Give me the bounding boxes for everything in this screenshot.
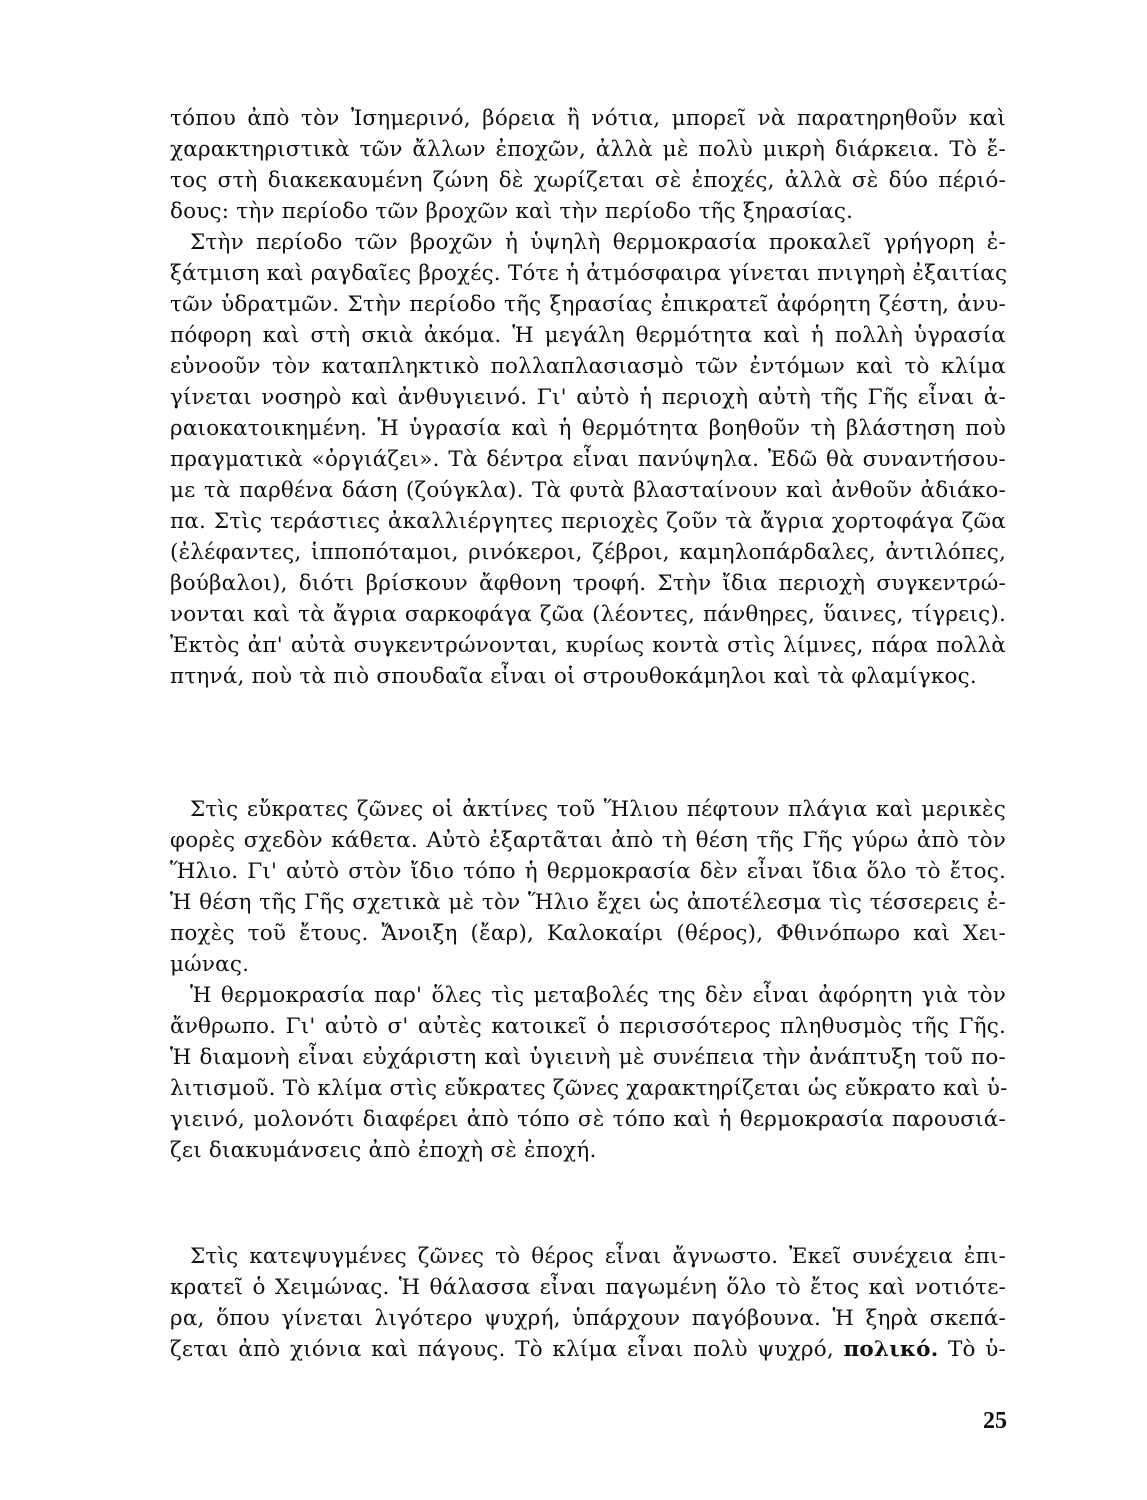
text-line: Ἐκτὸς ἀπ' αὐτὰ συγκεντρώνονται, κυρίως κοντὰ στὶς λίμνες, πάρα πολλὰ [170, 633, 1006, 658]
text-line: πα. Στὶς τεράστιες ἀκαλλιέργητες περιοχὲς ζοῦν τὰ ἄγρια χορτοφάγα ζῶα [170, 509, 1006, 534]
text-line: πόφορη καὶ στὴ σκιὰ ἀκόμα. Ἡ μεγάλη θερμότητα καὶ ἡ πολλὴ ὑγρασία [170, 323, 1006, 348]
text-line: χαρακτηριστικὰ τῶν ἄλλων ἐποχῶν, ἀλλὰ μὲ πολὺ μικρὴ διάρκεια. Τὸ ἔ- [170, 137, 1006, 162]
text-segment: Τὸ ὑ- [938, 1337, 1006, 1362]
text-line: Ἡ θερμοκρασία παρ' ὅλες τὶς μεταβολές της δὲν εἶναι ἀφόρητη γιὰ τὸν [190, 983, 1006, 1008]
text-line: τος στὴ διακεκαυμένη ζώνη δὲ χωρίζεται σὲ ἐποχές, ἀλλὰ σὲ δύο πέριό- [170, 168, 1006, 193]
text-line: τῶν ὑδρατμῶν. Στὴν περίοδο τῆς ξηρασίας ἐπικρατεῖ ἀφόρητη ζέστη, ἀνυ- [170, 292, 1006, 317]
text-line: Ἥλιο. Γι' αὐτὸ στὸν ἴδιο τόπο ἡ θερμοκρασία δὲν εἶναι ἴδια ὅλο τὸ ἔτος. [170, 859, 1006, 884]
text-line: ξάτμιση καὶ ραγδαῖες βροχές. Τότε ἡ ἀτμόσφαιρα γίνεται πνιγηρὴ ἐξαιτίας [170, 261, 1008, 286]
text-line: τόπου ἀπὸ τὸν Ἰσημερινό, βόρεια ἢ νότια, μπορεῖ νὰ παρατηρηθοῦν καὶ [170, 106, 1006, 131]
text-line: φορὲς σχεδὸν κάθετα. Αὐτὸ ἐξαρτᾶται ἀπὸ τὴ θέση τῆς Γῆς γύρω ἀπὸ τὸν [170, 828, 1006, 853]
text-line: ποχὲς τοῦ ἔτους. Ἄνοιξη (ἔαρ), Καλοκαίρι (θέρος), Φθινόπωρο καὶ Χει- [170, 921, 1006, 946]
text-line: λιτισμοῦ. Τὸ κλίμα στὶς εὔκρατες ζῶνες χαρακτηρίζεται ὡς εὔκρατο καὶ ὑ- [170, 1076, 1008, 1101]
text-line: δους: τὴν περίοδο τῶν βροχῶν καὶ τὴν περίοδο τῆς ξηρασίας. [170, 199, 854, 224]
text-line: εὐνοοῦν τὸν καταπληκτικὸ πολλαπλασιασμὸ τῶν ἐντόμων καὶ τὸ κλίμα [170, 354, 1006, 379]
text-line: με τὰ παρθένα δάση (ζούγκλα). Τὰ φυτὰ βλασταίνουν καὶ ἀνθοῦν ἀδιάκο- [170, 478, 1006, 503]
text-line: Στὶς κατεψυγμένες ζῶνες τὸ θέρος εἶναι ἄγνωστο. Ἐκεῖ συνέχεια ἐπι- [190, 1244, 1006, 1269]
text-line: μώνας. [170, 952, 250, 977]
text-line: (ἐλέφαντες, ἱπποπόταμοι, ρινόκεροι, ζέβροι, καμηλοπάρδαλες, ἀντιλόπες, [170, 540, 1006, 565]
text-line: Στὶς εὔκρατες ζῶνες οἱ ἀκτίνες τοῦ Ἥλιου πέφτουν πλάγια καὶ μερικὲς [190, 797, 1006, 822]
text-line: ζει διακυμάνσεις ἀπὸ ἐποχὴ σὲ ἐποχή. [170, 1138, 597, 1163]
text-line: γίνεται νοσηρὸ καὶ ἀνθυγιεινό. Γι' αὐτὸ ἡ περιοχὴ αὐτὴ τῆς Γῆς εἶναι ἀ- [170, 385, 1006, 410]
text-line: πτηνά, ποὺ τὰ πιὸ σπουδαῖα εἶναι οἱ στρουθοκάμηλοι καὶ τὰ φλαμίγκος. [170, 664, 977, 689]
text-line: Ἡ διαμονὴ εἶναι εὐχάριστη καὶ ὑγιεινὴ μὲ συνέπεια τὴν ἀνάπτυξη τοῦ πο- [170, 1045, 1006, 1070]
text-line: πραγματικὰ «ὀργιάζει». Τὰ δέντρα εἶναι πανύψηλα. Ἐδῶ θὰ συναντήσου- [170, 447, 1006, 472]
text-line: βούβαλοι), διότι βρίσκουν ἄφθονη τροφή. Στὴν ἴδια περιοχὴ συγκεντρώ- [170, 571, 1006, 596]
paragraph-temperate-zones [170, 794, 1006, 1166]
bold-term-polar: πολικό. [843, 1337, 939, 1362]
text-line: νονται καὶ τὰ ἄγρια σαρκοφάγα ζῶα (λέοντες, πάνθηρες, ὕαινες, τίγρεις). [170, 602, 1006, 627]
text-line: κρατεῖ ὁ Χειμώνας. Ἡ θάλασσα εἶναι παγωμένη ὅλο τὸ ἔτος καὶ νοτιότε- [170, 1275, 1006, 1300]
text-line: Ἡ θέση τῆς Γῆς σχετικὰ μὲ τὸν Ἥλιο ἔχει ὡς ἀποτέλεσμα τὶς τέσσερεις ἐ- [170, 890, 1006, 915]
page-number: 25 [983, 1408, 1007, 1434]
text-line-with-bold [170, 1334, 1006, 1365]
paragraph-frigid-zones [170, 1241, 1006, 1365]
text-line: ρα, ὅπου γίνεται λιγότερο ψυχρή, ὑπάρχουν παγόβουνα. Ἡ ξηρὰ σκεπά- [170, 1306, 1006, 1331]
paragraph-torrid-zone [170, 103, 1006, 692]
text-segment: ζεται ἀπὸ χιόνια καὶ πάγους. Τὸ κλίμα εἶναι πολὺ ψυχρό, [170, 1337, 844, 1362]
text-line: Στὴν περίοδο τῶν βροχῶν ἡ ὑψηλὴ θερμοκρασία προκαλεῖ γρήγορη ἐ- [190, 230, 1006, 255]
text-line: ραιοκατοικημένη. Ἡ ὑγρασία καὶ ἡ θερμότητα βοηθοῦν τὴ βλάστηση ποὺ [170, 416, 1006, 441]
text-line: γιεινό, μολονότι διαφέρει ἀπὸ τόπο σὲ τόπο καὶ ἡ θερμοκρασία παρουσιά- [170, 1107, 1006, 1132]
text-line: ἄνθρωπο. Γι' αὐτὸ σ' αὐτὲς κατοικεῖ ὁ περισσότερος πληθυσμὸς τῆς Γῆς. [170, 1014, 1006, 1039]
